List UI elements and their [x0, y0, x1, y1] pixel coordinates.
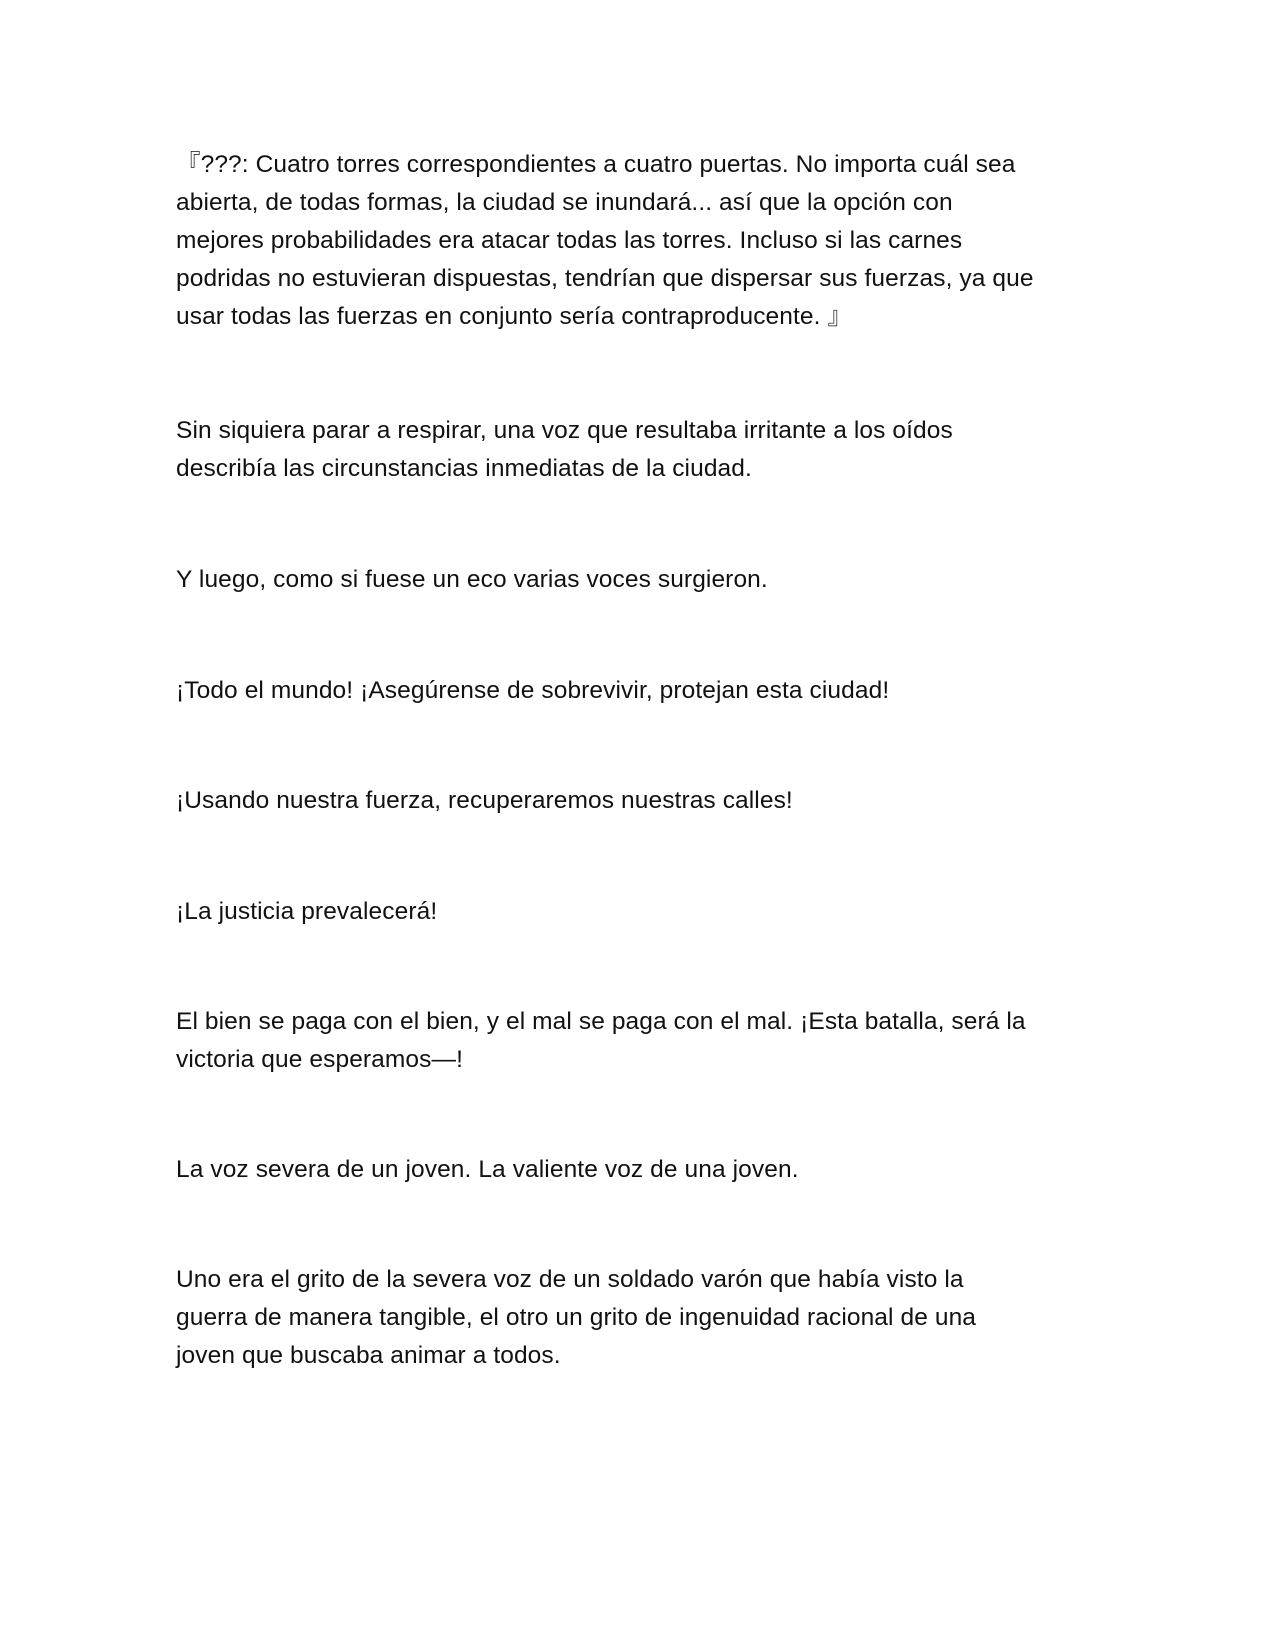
paragraph	[176, 1151, 1106, 1189]
text-line: podridas no estuvieran dispuestas, tendrían que dispersar sus fuerzas, ya que	[176, 265, 1034, 292]
text-line: La voz severa de un joven. La valiente voz de una joven.	[176, 1156, 799, 1183]
paragraph-shout	[176, 782, 1106, 820]
text-line: ¡Usando nuestra fuerza, recuperaremos nuestras calles!	[176, 787, 793, 814]
text-line: El bien se paga con el bien, y el mal se paga con el mal. ¡Esta batalla, será la	[176, 1008, 1026, 1035]
paragraph	[176, 1261, 1106, 1375]
text-line: joven que buscaba animar a todos.	[176, 1342, 561, 1369]
paragraph-shout	[176, 893, 1106, 931]
text-line: ¡Todo el mundo! ¡Asegúrense de sobrevivir, protejan esta ciudad!	[176, 677, 890, 704]
text-line: describía las circunstancias inmediatas de la ciudad.	[176, 455, 752, 482]
text-line: mejores probabilidades era atacar todas las torres. Incluso si las carnes	[176, 227, 963, 254]
paragraph-shout	[176, 1003, 1106, 1079]
text-line: Uno era el grito de la severa voz de un soldado varón que había visto la	[176, 1266, 964, 1293]
text-line: ¡La justicia prevalecerá!	[176, 898, 438, 925]
text-line: Y luego, como si fuese un eco varias voces surgieron.	[176, 566, 768, 593]
paragraph	[176, 561, 1106, 599]
text-line: guerra de manera tangible, el otro un grito de ingenuidad racional de una	[176, 1304, 977, 1331]
text-line: victoria que esperamos—!	[176, 1046, 463, 1073]
paragraph-narrator-quote	[176, 146, 1106, 336]
paragraph	[176, 412, 1106, 488]
text-line: usar todas las fuerzas en conjunto sería contraproducente. 』	[176, 303, 853, 330]
text-line: abierta, de todas formas, la ciudad se inundará... así que la opción con	[176, 189, 953, 216]
text-line: 『???: Cuatro torres correspondientes a cuatro puertas. No importa cuál sea	[176, 151, 1016, 178]
paragraph-shout	[176, 672, 1106, 710]
text-line: Sin siquiera parar a respirar, una voz que resultaba irritante a los oídos	[176, 417, 953, 444]
